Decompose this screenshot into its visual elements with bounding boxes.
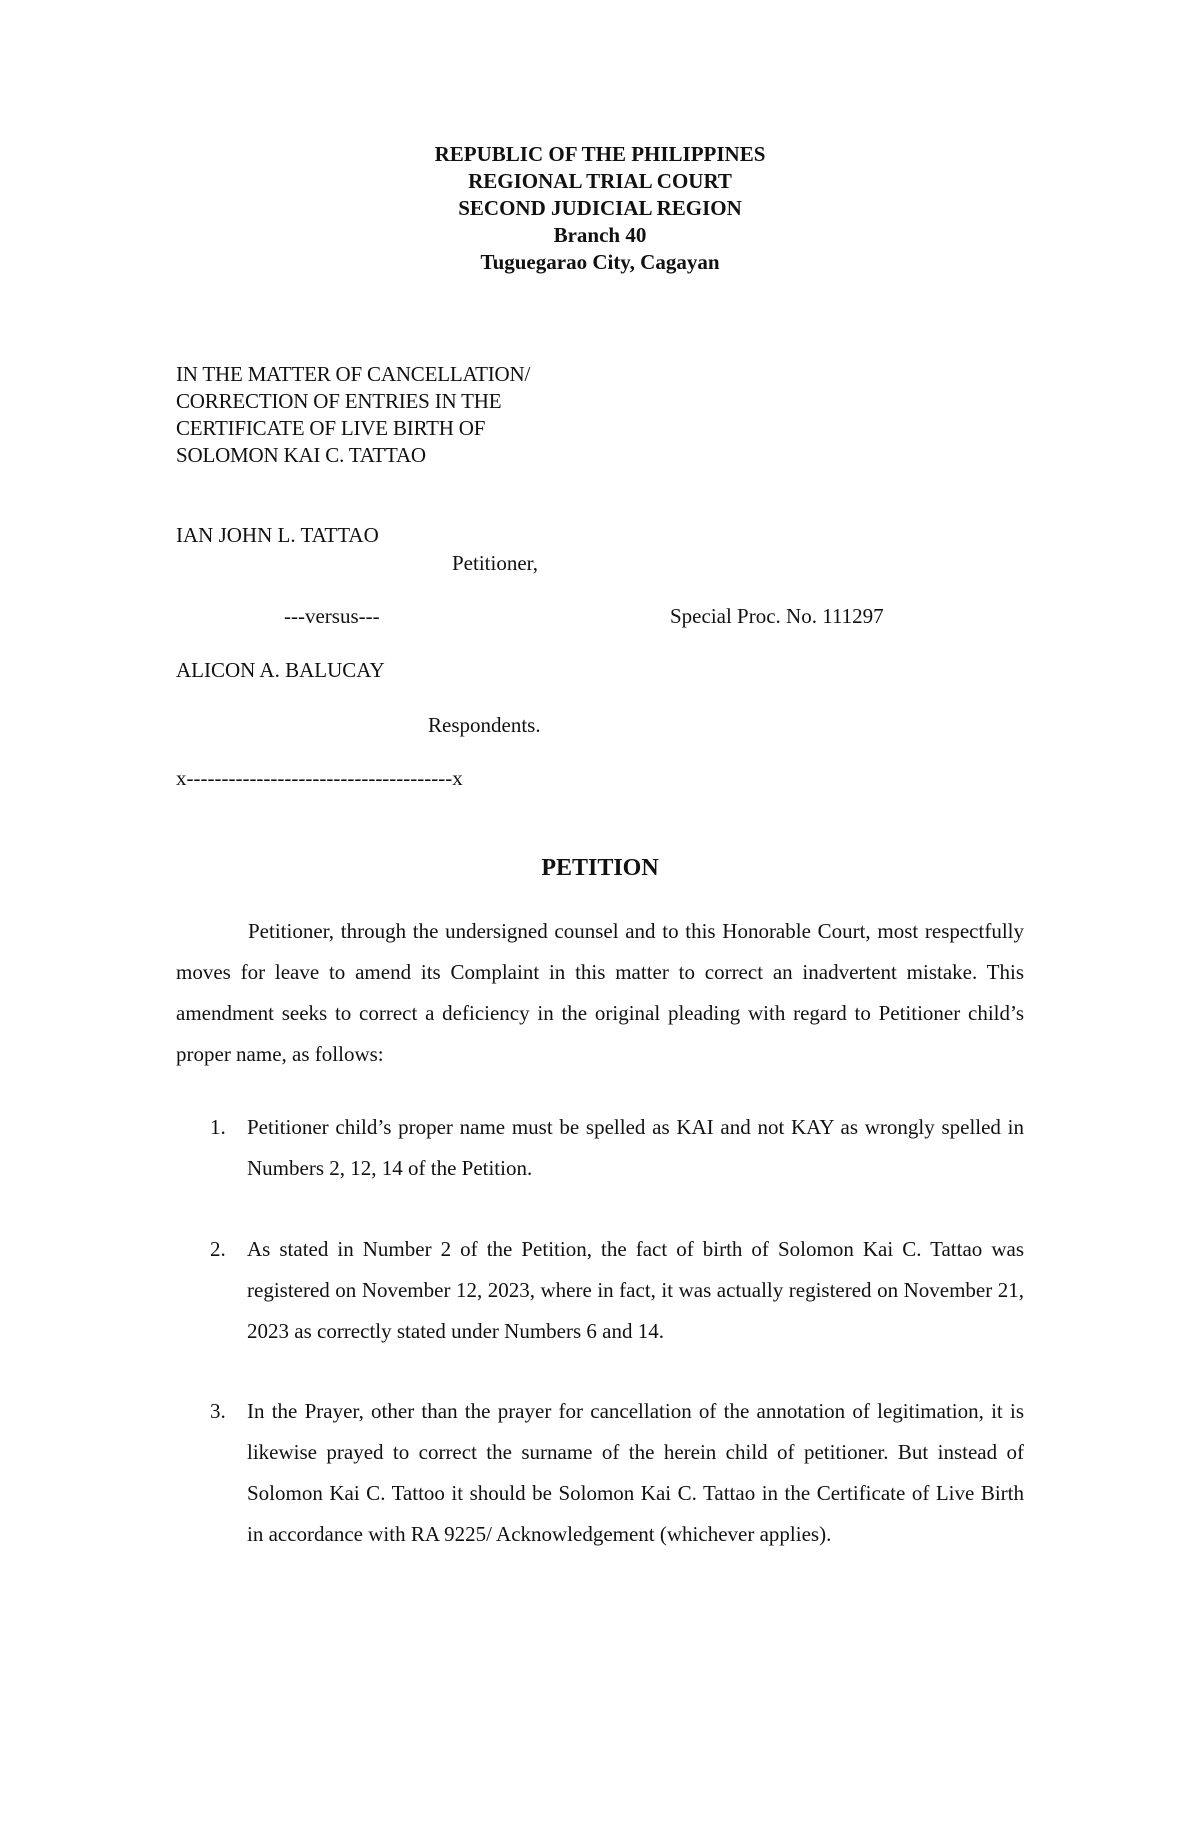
list-item — [176, 1391, 1024, 1555]
caption-line: SOLOMON KAI C. TATTAO — [176, 443, 426, 467]
heading-region: SECOND JUDICIAL REGION — [458, 196, 742, 220]
court-heading — [0, 141, 1200, 276]
list-item-number: 2. — [210, 1237, 226, 1261]
caption-line: CERTIFICATE OF LIVE BIRTH OF — [176, 416, 486, 440]
list-item-text: Petitioner child’s proper name must be spelled as KAI and not KAY as wrongly spelled in Numbers 2, 12, 14 of the Petition. — [247, 1115, 1024, 1180]
list-item-number: 1. — [210, 1115, 226, 1139]
petitioner-label: Petitioner, — [452, 551, 539, 575]
list-item-text: In the Prayer, other than the prayer for cancellation of the annotation of legitimation, it is likewise prayed to correct the surname of the herein child of petitioner. But instead of Solomon Kai C. Tattoo it should be Solomon Kai C. Tattao in the Certificate of Live Birth in accordance with RA 9225/ Acknowledgement (whichever applies). — [247, 1399, 1024, 1546]
respondent-name: ALICON A. BALUCAY — [176, 658, 385, 682]
respondent-label: Respondents. — [428, 713, 541, 737]
case-caption — [176, 361, 530, 469]
list-item — [176, 1229, 1024, 1352]
document-title: PETITION — [541, 855, 659, 881]
caption-separator: x--------------------------------------x — [176, 766, 463, 790]
intro-paragraph: Petitioner, through the undersigned counsel and to this Honorable Court, most respectfully moves for leave to amend its Complaint in this matter to correct an inadvertent mistake. This amendment seeks to correct a deficiency in the original pleading with regard to Petitioner child’s proper name, as follows: — [176, 919, 1024, 1066]
list-item-text: As stated in Number 2 of the Petition, the fact of birth of Solomon Kai C. Tattao was registered on November 12, 2023, where in fact, it was actually registered on November 21, 2023 as correctly stated under Numbers 6 and 14. — [247, 1237, 1024, 1343]
caption-line: IN THE MATTER OF CANCELLATION/ — [176, 362, 531, 386]
heading-branch: Branch 40 — [553, 223, 647, 247]
heading-court: REGIONAL TRIAL COURT — [468, 169, 732, 193]
list-item-number: 3. — [210, 1399, 226, 1423]
heading-republic: REPUBLIC OF THE PHILIPPINES — [434, 142, 766, 166]
heading-city: Tuguegarao City, Cagayan — [480, 250, 720, 274]
versus-label: ---versus--- — [284, 604, 380, 628]
caption-line: CORRECTION OF ENTRIES IN THE — [176, 389, 502, 413]
case-number: Special Proc. No. 111297 — [670, 604, 884, 628]
petitioner-name: IAN JOHN L. TATTAO — [176, 523, 379, 547]
list-item — [176, 1107, 1024, 1189]
